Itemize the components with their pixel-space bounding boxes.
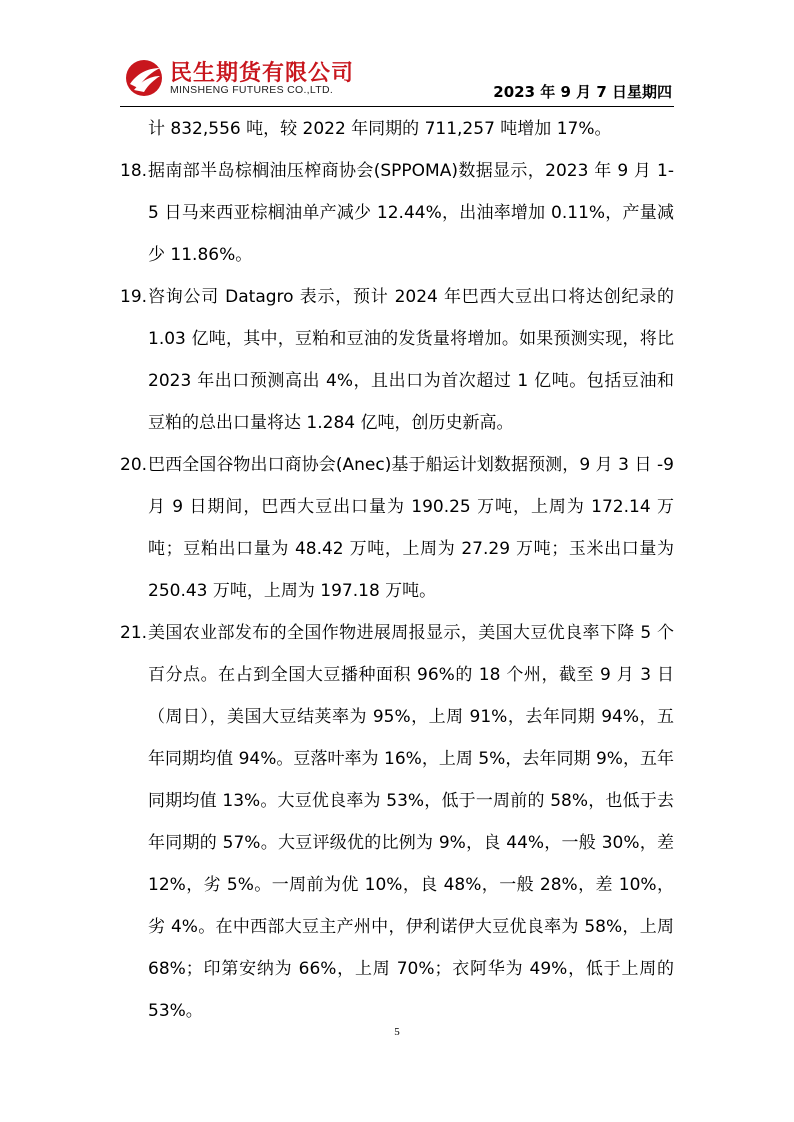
paragraph-number: 18. [120,161,148,181]
paragraph-18 [120,150,674,276]
paragraph-text: 据南部半岛棕榈油压榨商协会(SPPOMA)数据显示，2023 年 9 月 1-5 日马来西亚棕榈油单产减少 12.44%，出油率增加 0.11%，产量减少 11.86%。 [148,161,674,265]
paragraph-19 [120,276,674,444]
logo-english-name: MINSHENG FUTURES CO.,LTD. [170,84,334,96]
paragraph-text: 计 832,556 吨，较 2022 年同期的 711,257 吨增加 17%。 [148,119,612,139]
paragraph-20 [120,444,674,612]
minsheng-logo-icon [124,58,164,98]
paragraph-text: 咨询公司 Datagro 表示，预计 2024 年巴西大豆出口将达创纪录的 1.03 亿吨，其中，豆粕和豆油的发货量将增加。如果预测实现，将比 2023 年出口预测高出 4%，且出口为首次超过 1 亿吨。包括豆油和豆粕的总出口量将达 1.284 亿吨，创历史新高。 [148,287,674,433]
logo-chinese-name: 民生期货有限公司 [170,61,355,86]
report-date: 2023 年 9 月 7 日星期四 [493,83,672,101]
header-divider [120,106,674,107]
paragraph-number: 20. [120,455,148,475]
paragraph-text: 美国农业部发布的全国作物进展周报显示，美国大豆优良率下降 5 个百分点。在占到全国大豆播种面积 96%的 18 个州，截至 9 月 3 日（周日），美国大豆结荚率为 95%，上周 91%，去年同期 94%，五年同期均值 94%。豆落叶率为 16%，上周 5%，去年同期 9%，五年同期均值 13%。大豆优良率为 53%，低于一周前的 58%，也低于去年同期的 57%。大豆评级优的比例为 9%，良 44%，一般 30%，差 12%，劣 5%。一周前为优 10%，良 48%，一般 28%，差 10%，劣 4%。在中西部大豆主产州中，伊利诺伊大豆优良率为 58%，上周 68%；印第安纳为 66%，上周 70%；衣阿华为 49%，低于上周的 53%。 [148,623,674,1021]
paragraph-number: 19. [120,287,148,307]
page-number: 5 [394,1026,400,1038]
paragraph-17-continued [120,108,674,150]
paragraph-text: 巴西全国谷物出口商协会(Anec)基于船运计划数据预测，9 月 3 日 -9 月 9 日期间，巴西大豆出口量为 190.25 万吨，上周为 172.14 万吨；豆粕出口量为 48.42 万吨，上周为 27.29 万吨；玉米出口量为 250.43 万吨，上周为 197.18 万吨。 [148,455,674,601]
document-body [120,108,674,1032]
paragraph-number: 21. [120,623,148,643]
page-header [120,52,674,106]
paragraph-21 [120,612,674,1032]
company-logo [124,54,364,102]
